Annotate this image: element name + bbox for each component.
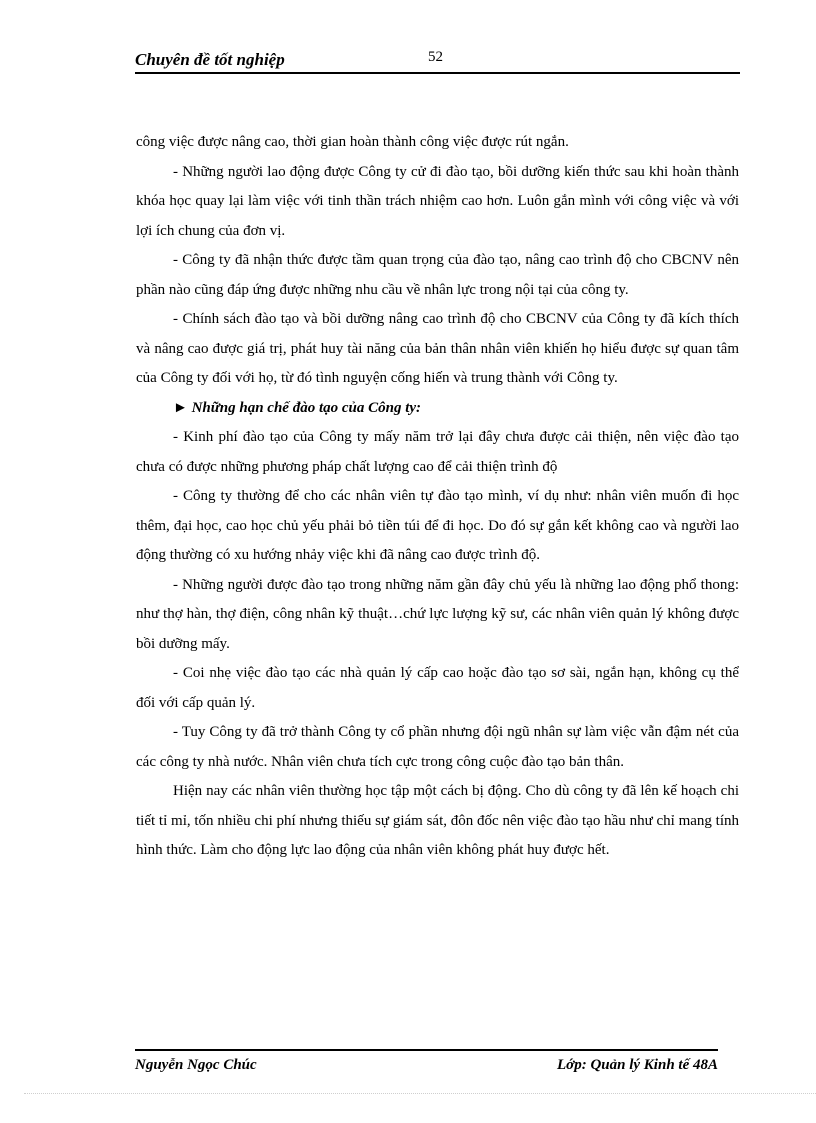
paragraph: Hiện nay các nhân viên thường học tập một cách bị động. Cho dù công ty đã lên kế hoạch chi tiết tỉ mỉ, tốn nhiều chi phí nhưng thiếu sự giám sát, đôn đốc nên việc đào tạo hầu như chỉ mang tính hình thức. Làm cho động lực lao động của nhân viên không phát huy được hết. bbox=[136, 783, 739, 858]
paragraph: - Công ty thường để cho các nhân viên tự đào tạo mình, ví dụ như: nhân viên muốn đi học thêm, đại học, cao học chủ yếu phải bỏ tiền túi để đi học. Do đó sự gắn kết không cao và người lao động thường có xu hướng nhảy việc khi đã nâng cao được trình độ. bbox=[136, 488, 739, 563]
section-heading: ► Những hạn chế đào tạo của Công ty: bbox=[173, 399, 422, 416]
page-edge-divider bbox=[24, 1093, 816, 1094]
paragraph: - Tuy Công ty đã trở thành Công ty cổ phần nhưng đội ngũ nhân sự làm việc vẫn đậm nét của các công ty nhà nước. Nhân viên chưa tích cực trong công cuộc đào tạo bản thân. bbox=[136, 724, 739, 770]
paragraph: công việc được nâng cao, thời gian hoàn thành công việc được rút ngắn. bbox=[136, 134, 569, 150]
paragraph: - Những người lao động được Công ty cử đi đào tạo, bồi dưỡng kiến thức sau khi hoàn thành khóa học quay lại làm việc với tinh thần trách nhiệm cao hơn. Luôn gắn mình với công việc và với lợi ích chung của đơn vị. bbox=[136, 163, 739, 239]
page-header bbox=[135, 48, 740, 74]
page-number: 52 bbox=[428, 49, 443, 65]
paragraph: - Công ty đã nhận thức được tầm quan trọng của đào tạo, nâng cao trình độ cho CBCNV nên phần nào cũng đáp ứng được những nhu cầu về nhân lực trong nội tại của công ty. bbox=[136, 252, 739, 298]
paragraph: - Những người được đào tạo trong những năm gần đây chủ yếu là những lao động phổ thong: như thợ hàn, thợ điện, công nhân kỹ thuật…chứ lực lượng kỹ sư, các nhân viên quản lý không được bồi dưỡng mấy. bbox=[136, 576, 739, 652]
page-footer bbox=[135, 1049, 718, 1077]
paragraph: - Coi nhẹ việc đào tạo các nhà quản lý cấp cao hoặc đào tạo sơ sài, ngắn hạn, không cụ thể đối với cấp quản lý. bbox=[136, 665, 739, 711]
author-name: Nguyễn Ngọc Chúc bbox=[135, 1057, 257, 1073]
paragraph: - Kinh phí đào tạo của Công ty mấy năm trở lại đây chưa được cải thiện, nên việc đào tạo chưa có được những phương pháp chất lượng cao để cải thiện trình độ bbox=[136, 429, 739, 475]
document-title: Chuyên đề tốt nghiệp bbox=[135, 50, 285, 69]
paragraph: - Chính sách đào tạo và bồi dưỡng nâng cao trình độ cho CBCNV của Công ty đã kích thích và nâng cao được giá trị, phát huy tài năng của bản thân nhân viên khiến họ hiểu được sự quan tâm của Công ty đối với họ, từ đó tình nguyện cống hiến và trung thành với Công ty. bbox=[136, 311, 739, 386]
page-body bbox=[136, 128, 739, 866]
class-label: Lớp: Quản lý Kinh tế 48A bbox=[557, 1057, 718, 1073]
